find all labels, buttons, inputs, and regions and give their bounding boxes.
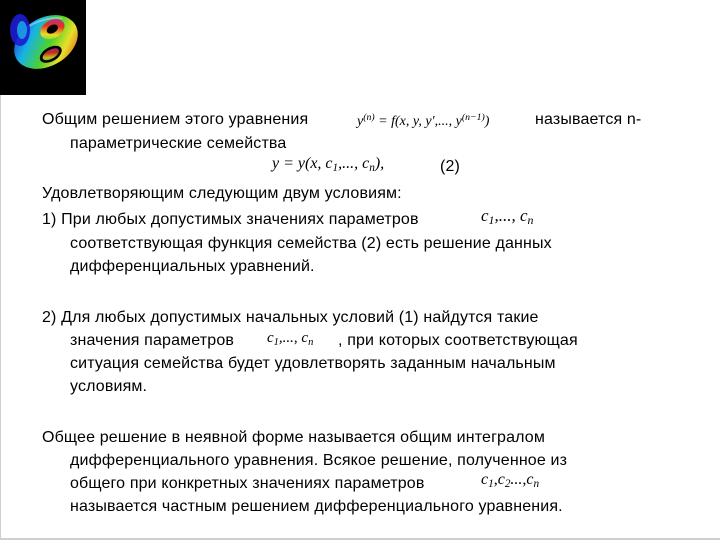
param-subn: n — [527, 213, 534, 227]
ode-f: f — [391, 114, 395, 129]
paragraph3-line2: дифференциального уравнения. Всякое решение, полученное из — [70, 452, 568, 469]
family-equation — [272, 155, 384, 177]
condition2-line1: 2) Для любых допустимых начальных условий (1) найдутся такие — [42, 309, 539, 326]
paragraph1-line3: Удовлетворяющим следующим двум условиям: — [42, 185, 402, 202]
condition1-line1: 1) При любых допустимых значениях параметров — [42, 211, 419, 228]
torus-logo — [0, 0, 86, 95]
param-sub1: 1 — [273, 337, 279, 348]
paragraph1-line1-suffix: называется n- — [535, 111, 642, 128]
param-subn: n — [308, 337, 314, 348]
param-sub2: 2 — [504, 478, 511, 490]
family-close: ), — [374, 155, 385, 172]
param-c: c — [267, 330, 274, 346]
ode-args-order: (n−1) — [461, 112, 485, 123]
condition1-params — [481, 207, 534, 229]
condition1-line3: дифференциальных уравнений. — [70, 258, 315, 275]
ode-lhs: y — [357, 114, 364, 129]
family-mid: ,..., c — [338, 155, 370, 172]
condition2-line4: условиям. — [70, 378, 148, 395]
ode-eq: = — [374, 114, 392, 129]
condition1-line2: соответствующая функция семейства (2) есть решение данных — [70, 235, 552, 252]
param-subn: n — [533, 478, 540, 490]
paragraph3-line3: общего при конкретных значениях параметров — [70, 475, 425, 492]
ode-close: ) — [484, 114, 490, 129]
param-c: c — [481, 206, 489, 225]
condition2-params — [267, 329, 313, 352]
ode-args: (x, y, y′,..., y — [395, 114, 462, 129]
equation-number: (2) — [440, 158, 461, 175]
family-lhs: y = y(x, c — [272, 155, 333, 172]
paragraph3-line1: Общее решение в неявной форме называется общим интегралом — [42, 429, 546, 446]
family-subn: n — [369, 162, 375, 174]
param-mid: ,..., c — [278, 330, 309, 346]
param-sub1: 1 — [488, 213, 495, 227]
param-c: c — [481, 471, 489, 488]
family-sub1: 1 — [332, 162, 339, 174]
paragraph1-line2: параметрические семейства — [70, 135, 287, 152]
paragraph1-line1: Общим решением этого уравнения — [42, 111, 309, 128]
paragraph3-line4: называется частным решением дифференциального уравнения. — [70, 498, 563, 515]
paragraph3-params — [481, 471, 539, 493]
torus-logo-icon — [0, 0, 86, 95]
ode-equation — [357, 109, 489, 131]
param-mid: ,..., c — [494, 206, 528, 225]
param-sep: ,c — [493, 471, 505, 488]
param-mid: ...,c — [510, 471, 534, 488]
ode-order: (n) — [363, 112, 375, 123]
condition2-line2: значения параметров — [70, 332, 235, 349]
param-sub1: 1 — [488, 478, 494, 490]
condition2-line3: ситуация семейства будет удовлетворять заданным начальным — [70, 355, 556, 372]
condition2-line2-suffix: , при которых соответствующая — [338, 332, 578, 349]
